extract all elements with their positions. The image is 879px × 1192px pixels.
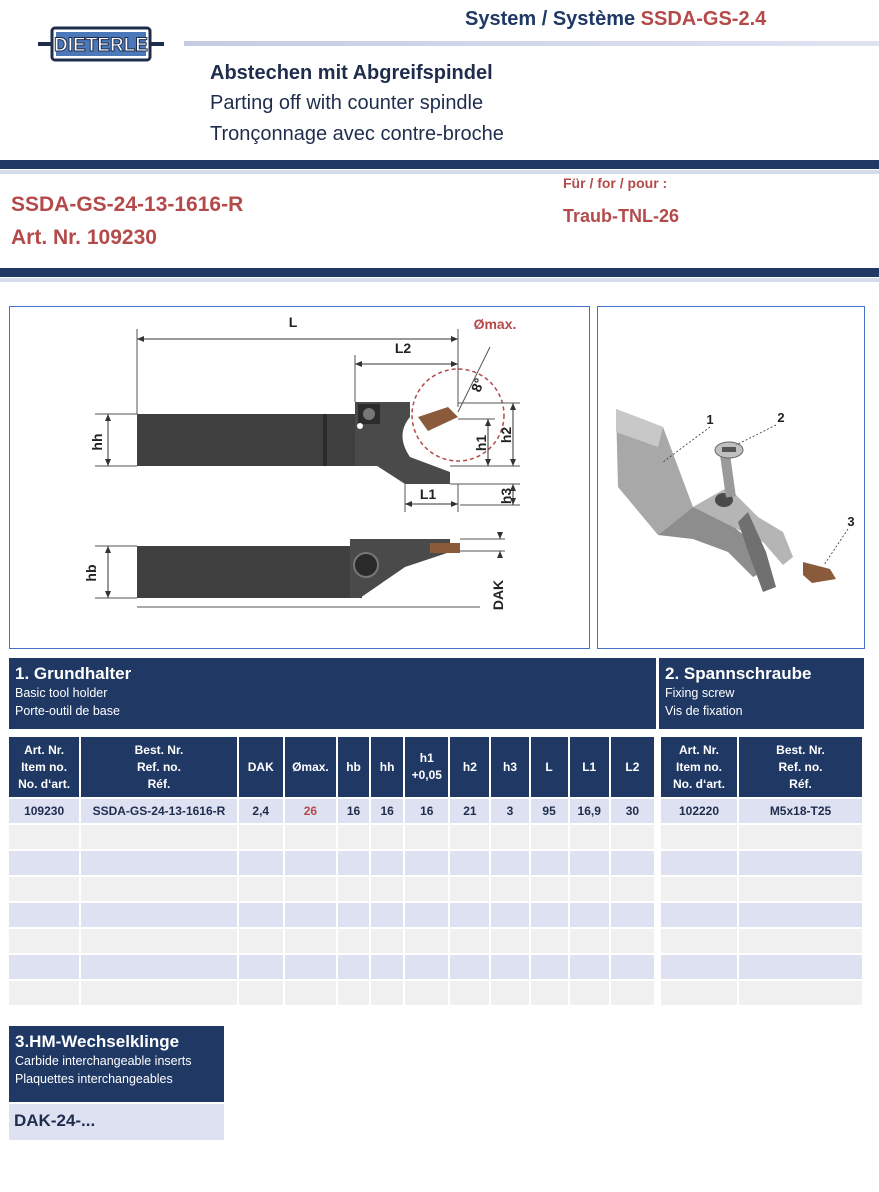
tool-holder-table-cell — [371, 955, 403, 979]
tool-holder-table-cell — [531, 877, 568, 901]
tool-holder-table-cell — [450, 877, 489, 901]
tool-holder-table-cell — [531, 851, 568, 875]
tool-holder-table-cell — [81, 825, 236, 849]
tool-holder-table-header-cell — [491, 737, 528, 797]
screw-table-row — [661, 929, 862, 953]
screw-table-cell — [661, 877, 737, 901]
tool-holder-table-cell — [450, 981, 489, 1005]
tool-holder-table-cell — [239, 955, 283, 979]
screw-table-cell — [661, 825, 737, 849]
tool-holder-table-cell — [285, 851, 336, 875]
label-h3: h3 — [498, 487, 514, 505]
for-machine: Traub-TNL-26 — [563, 206, 680, 226]
section-screw-header — [659, 658, 864, 729]
dieterle-logo — [38, 26, 164, 62]
tool-holder-table-cell — [491, 877, 528, 901]
part-label-1: 1 — [706, 412, 714, 427]
tool-holder-table-cell — [570, 877, 609, 901]
section-insert-fr: Plaquettes interchangeables — [15, 1072, 173, 1086]
tool-holder-table-cell — [371, 929, 403, 953]
tool-holder-table-header-cell — [531, 737, 568, 797]
part-label-2: 2 — [777, 410, 785, 425]
tool-holder-table-cell: 16 — [338, 799, 369, 823]
tool-holder-table-cell — [9, 903, 79, 927]
exploded-view — [597, 306, 865, 649]
tool-holder-table-cell: 16,9 — [570, 799, 609, 823]
section-screw-title: 2. Spannschraube — [665, 664, 812, 683]
tool-holder-table-cell — [405, 851, 448, 875]
tool-holder-table-cell — [81, 981, 236, 1005]
tool-holder-table-cell — [9, 981, 79, 1005]
tool-holder-table-cell — [491, 851, 528, 875]
tool-holder-table-cell: 21 — [450, 799, 489, 823]
tool-holder-table-header-text: hh — [379, 759, 395, 774]
tool-holder-table-cell — [9, 877, 79, 901]
screw-table-cell — [661, 903, 737, 927]
screw-table-cell — [739, 825, 862, 849]
tool-holder-table-cell — [491, 929, 528, 953]
screw-table-cell — [739, 903, 862, 927]
tool-holder-table-cell — [81, 955, 236, 979]
tool-holder-table-row — [9, 981, 654, 1005]
exploded-view-svg — [598, 307, 863, 647]
section-insert-header — [9, 1026, 224, 1102]
tool-holder-table-cell: 109230 — [9, 799, 79, 823]
label-L2: L2 — [394, 340, 412, 356]
tool-holder-table-header-cell — [570, 737, 609, 797]
screw-table-cell — [661, 929, 737, 953]
label-L: L — [288, 314, 298, 330]
tool-holder-table-cell — [450, 825, 489, 849]
label-h2: h2 — [498, 426, 514, 444]
bottom-band-shadow — [0, 278, 879, 282]
tool-holder-table-cell — [611, 955, 654, 979]
top-view-holder — [137, 539, 460, 598]
tool-holder-table-cell — [285, 877, 336, 901]
tool-holder-table-header-text: L — [545, 759, 553, 774]
tool-holder-table-cell — [285, 955, 336, 979]
tool-holder-table-header-text: Item no. — [21, 759, 68, 774]
header-rule — [184, 41, 879, 46]
tool-holder-table-cell — [405, 825, 448, 849]
tool-holder-table-header-text: No. d‘art. — [18, 776, 71, 791]
label-hh: hh — [89, 433, 105, 451]
tool-holder-table-cell — [405, 903, 448, 927]
product-art-nr: Art. Nr. 109230 — [11, 226, 157, 249]
screw-table-row — [661, 799, 862, 823]
screw-table-row — [661, 903, 862, 927]
label-omax: Ømax. — [473, 316, 517, 332]
tool-holder-table-cell — [611, 929, 654, 953]
tool-holder-table-header-cell — [450, 737, 489, 797]
tool-holder-table-cell — [285, 825, 336, 849]
dimension-drawing-svg — [10, 307, 588, 647]
tool-holder-table-cell — [405, 955, 448, 979]
tool-holder-table-cell: 26 — [285, 799, 336, 823]
tool-holder-table-header-cell — [405, 737, 448, 797]
tool-holder-table-header-cell — [9, 737, 79, 797]
section-tool-holder-en: Basic tool holder — [15, 686, 108, 700]
screw-table-cell — [739, 929, 862, 953]
screw-table-header-text: Ref. no. — [778, 759, 823, 774]
tool-holder-table-header-text: DAK — [247, 759, 274, 774]
tool-holder-table-cell: 30 — [611, 799, 654, 823]
tool-holder-table-header-text: L2 — [625, 759, 640, 774]
tool-holder-table-row — [9, 825, 654, 849]
system-code: SSDA-GS-2.4 — [640, 8, 767, 30]
screw-table-row — [661, 877, 862, 901]
tool-holder-table-cell — [81, 903, 236, 927]
tool-holder-table-header-text: Best. Nr. — [134, 742, 184, 757]
tool-holder-table-cell — [338, 981, 369, 1005]
section-tool-holder-title: 1. Grundhalter — [15, 664, 132, 683]
tool-holder-table-cell — [570, 955, 609, 979]
description-de: Abstechen mit Abgreifspindel — [210, 62, 493, 84]
tool-holder-table-cell — [531, 981, 568, 1005]
screw-table-cell — [661, 851, 737, 875]
section-insert-title: 3.HM-Wechselklinge — [15, 1032, 180, 1051]
screw-table-cell — [739, 877, 862, 901]
tool-holder-table-cell — [570, 929, 609, 953]
tool-holder-table-cell — [405, 929, 448, 953]
screw-table — [659, 735, 864, 1007]
tool-holder-table-header-cell — [239, 737, 283, 797]
tool-holder-table-cell — [81, 851, 236, 875]
screw-table-row — [661, 851, 862, 875]
system-title — [465, 8, 766, 31]
tool-holder-table-cell — [491, 825, 528, 849]
tool-holder-table-cell — [338, 851, 369, 875]
tool-holder-table-cell — [371, 877, 403, 901]
tool-holder-table-cell: 16 — [405, 799, 448, 823]
tool-holder-table-row — [9, 851, 654, 875]
screw-table-cell: M5x18-T25 — [739, 799, 862, 823]
tool-holder-table-header-text: +0,05 — [411, 768, 442, 782]
tool-holder-table-cell — [338, 955, 369, 979]
tool-holder-table-header-text: hb — [346, 759, 361, 774]
tool-holder-table-header-cell — [81, 737, 236, 797]
tool-holder-table-cell — [371, 981, 403, 1005]
tool-holder-table-cell: 16 — [371, 799, 403, 823]
tool-holder-table-cell: 3 — [491, 799, 528, 823]
screw-table-row — [661, 955, 862, 979]
tool-holder-table-cell — [285, 981, 336, 1005]
tool-holder-table-cell — [450, 929, 489, 953]
tool-holder-table-cell — [491, 981, 528, 1005]
tool-holder-table-cell — [611, 851, 654, 875]
label-hb: hb — [83, 564, 99, 582]
tool-holder-table-cell — [531, 929, 568, 953]
screw-table-header-text: Item no. — [675, 759, 722, 774]
top-band — [0, 160, 879, 169]
screw-table-header-text: Réf. — [789, 776, 812, 791]
screw-table-header-cell — [739, 737, 862, 797]
tool-holder-table-cell — [450, 903, 489, 927]
tool-holder-table-cell — [450, 851, 489, 875]
tool-holder-table-cell — [9, 929, 79, 953]
screw-table-row — [661, 825, 862, 849]
tool-holder-table-cell — [81, 877, 236, 901]
description-en: Parting off with counter spindle — [210, 92, 484, 114]
tool-holder-table-cell — [81, 929, 236, 953]
tool-holder-table-cell — [491, 955, 528, 979]
top-band-shadow — [0, 170, 879, 174]
screw-table-cell — [739, 955, 862, 979]
section-insert-en: Carbide interchangeable inserts — [15, 1054, 192, 1068]
product-model: SSDA-GS-24-13-1616-R — [11, 193, 244, 216]
tool-holder-table-row — [9, 903, 654, 927]
tool-holder-table-header-cell — [338, 737, 369, 797]
tool-holder-table-cell — [531, 955, 568, 979]
tool-holder-table-cell — [405, 981, 448, 1005]
tool-holder-table-cell: 2,4 — [239, 799, 283, 823]
screw-table-cell — [661, 981, 737, 1005]
for-label: Für / for / pour : — [563, 175, 668, 191]
label-angle: 8° — [467, 375, 488, 395]
tool-holder-table-header-cell — [371, 737, 403, 797]
tool-holder-table-cell — [570, 825, 609, 849]
system-title-prefix: System / Système — [465, 8, 636, 30]
insert-value: DAK-24-... — [9, 1104, 224, 1140]
section-tool-holder-fr: Porte-outil de base — [15, 704, 120, 718]
tool-holder-table-cell — [570, 851, 609, 875]
section-screw-fr: Vis de fixation — [665, 704, 743, 718]
part-label-3: 3 — [847, 514, 855, 529]
tool-holder-table-header-cell — [611, 737, 654, 797]
tool-holder-table-header-text: h3 — [502, 759, 517, 774]
tool-holder-table-cell — [371, 851, 403, 875]
tool-holder-table-cell — [285, 929, 336, 953]
tool-holder-table-header-cell — [285, 737, 336, 797]
tool-holder-table-cell — [9, 851, 79, 875]
tool-holder-table-cell — [570, 981, 609, 1005]
tool-holder-table-header-text: Réf. — [147, 776, 171, 791]
tool-holder-table-cell — [405, 877, 448, 901]
section-screw-en: Fixing screw — [665, 686, 735, 700]
tool-holder-table-cell — [570, 903, 609, 927]
description-fr: Tronçonnage avec contre-broche — [210, 123, 504, 145]
tool-holder-table-cell: 95 — [531, 799, 568, 823]
screw-table-row — [661, 981, 862, 1005]
tool-holder-table-row — [9, 955, 654, 979]
tool-holder-table-cell — [611, 903, 654, 927]
side-view-holder — [137, 402, 458, 484]
label-dak: DAK — [490, 579, 506, 611]
tool-holder-table-cell — [239, 825, 283, 849]
dimension-drawing — [9, 306, 590, 649]
label-h1: h1 — [473, 434, 489, 452]
screw-table-cell — [739, 981, 862, 1005]
tool-holder-table-cell — [239, 877, 283, 901]
tool-holder-table-header-text: Art. Nr. — [24, 742, 65, 757]
tool-holder-table-header-text: h1 — [419, 751, 434, 765]
section-tool-holder-header — [9, 658, 656, 729]
tool-holder-table-cell — [239, 981, 283, 1005]
tool-holder-table-cell — [531, 825, 568, 849]
tool-holder-table-row — [9, 799, 654, 823]
screw-table-header-text: No. d‘art. — [672, 776, 725, 791]
tool-holder-table-cell — [9, 955, 79, 979]
tool-holder-table-header-text: h2 — [462, 759, 477, 774]
tool-holder-table-cell — [371, 903, 403, 927]
screw-table-cell — [739, 851, 862, 875]
screw-table-header-cell — [661, 737, 737, 797]
tool-holder-table-cell — [611, 981, 654, 1005]
tool-holder-table — [7, 735, 656, 1007]
tool-holder-table-row — [9, 929, 654, 953]
screw-table-header-text: Best. Nr. — [776, 742, 825, 757]
screw-table-cell — [661, 955, 737, 979]
tool-holder-table-cell — [9, 825, 79, 849]
tool-holder-table-cell — [371, 825, 403, 849]
tool-holder-table-cell — [338, 877, 369, 901]
tool-holder-table-cell — [450, 955, 489, 979]
tool-holder-table-cell — [338, 825, 369, 849]
bottom-band — [0, 268, 879, 277]
tool-holder-table-cell: SSDA-GS-24-13-1616-R — [81, 799, 236, 823]
tool-holder-table-header-text: Ømax. — [292, 759, 329, 774]
tool-holder-table-cell — [531, 903, 568, 927]
logo-text: DIETERLE — [54, 35, 148, 56]
tool-holder-table-cell — [611, 825, 654, 849]
tool-holder-table-cell — [338, 929, 369, 953]
tool-holder-table-cell — [611, 877, 654, 901]
tool-holder-table-cell — [239, 929, 283, 953]
screw-table-header-text: Art. Nr. — [678, 742, 719, 757]
tool-holder-table-row — [9, 877, 654, 901]
tool-holder-table-cell — [491, 903, 528, 927]
screw-table-cell: 102220 — [661, 799, 737, 823]
tool-holder-table-cell — [338, 903, 369, 927]
tool-holder-table-cell — [285, 903, 336, 927]
tool-holder-table-header-text: Ref. no. — [136, 759, 181, 774]
tool-holder-table-header-text: L1 — [582, 759, 597, 774]
tool-holder-table-cell — [239, 903, 283, 927]
label-L1: L1 — [419, 486, 437, 502]
tool-holder-table-cell — [239, 851, 283, 875]
